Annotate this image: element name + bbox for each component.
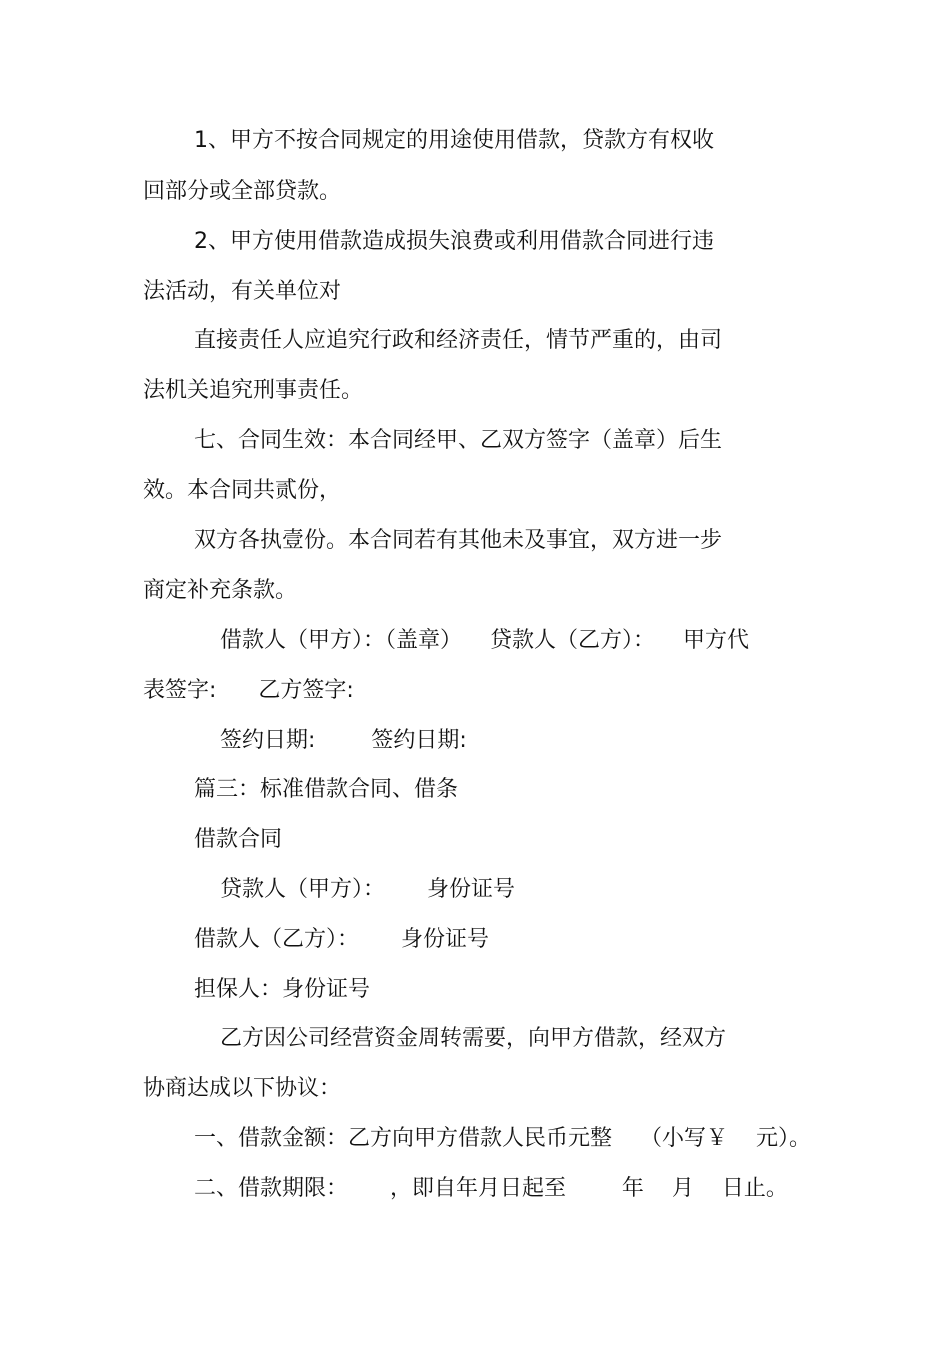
text-line: 商定补充条款。 — [143, 578, 298, 603]
text-line: 七、合同生效：本合同经甲、乙双方签字（盖章）后生 — [194, 428, 723, 453]
loan-term-clause: 二、借款期限： ，即自年月日起至 年 月 日止。 — [194, 1176, 788, 1201]
loan-amount-clause: 一、借款金额：乙方向甲方借款人民币元整 （小写￥ 元）。 — [194, 1126, 811, 1151]
text-line: 效。本合同共贰份， — [143, 478, 342, 503]
text-line: 1、甲方不按合同规定的用途使用借款，贷款方有权收 — [194, 128, 714, 153]
text-line: 直接责任人应追究行政和经济责任，情节严重的，由司 — [194, 328, 723, 353]
text-line: 协商达成以下协议： — [143, 1076, 342, 1101]
text-line: 乙方因公司经营资金周转需要，向甲方借款，经双方 — [220, 1026, 727, 1051]
signing-date-line: 签约日期: 签约日期: — [220, 728, 467, 753]
text-line: 回部分或全部贷款。 — [143, 179, 342, 204]
signature-parties-line: 借款人（甲方）：（盖章） 贷款人（乙方）： 甲方代 — [220, 628, 749, 653]
section-heading: 篇三：标准借款合同、借条 — [194, 777, 459, 802]
text-line: 法机关追究刑事责任。 — [143, 378, 364, 403]
text-line: 双方各执壹份。本合同若有其他未及事宜，双方进一步 — [194, 528, 723, 553]
signature-line: 表签字: 乙方签字: — [143, 678, 354, 703]
text-line: 2、甲方使用借款造成损失浪费或利用借款合同进行违 — [194, 229, 714, 254]
guarantor-line: 担保人：身份证号 — [194, 977, 371, 1002]
contract-title: 借款合同 — [194, 827, 283, 852]
text-line: 法活动，有关单位对 — [143, 279, 342, 304]
lender-line: 贷款人（甲方）： 身份证号 — [220, 877, 515, 902]
borrower-line: 借款人（乙方）： 身份证号 — [194, 927, 489, 952]
